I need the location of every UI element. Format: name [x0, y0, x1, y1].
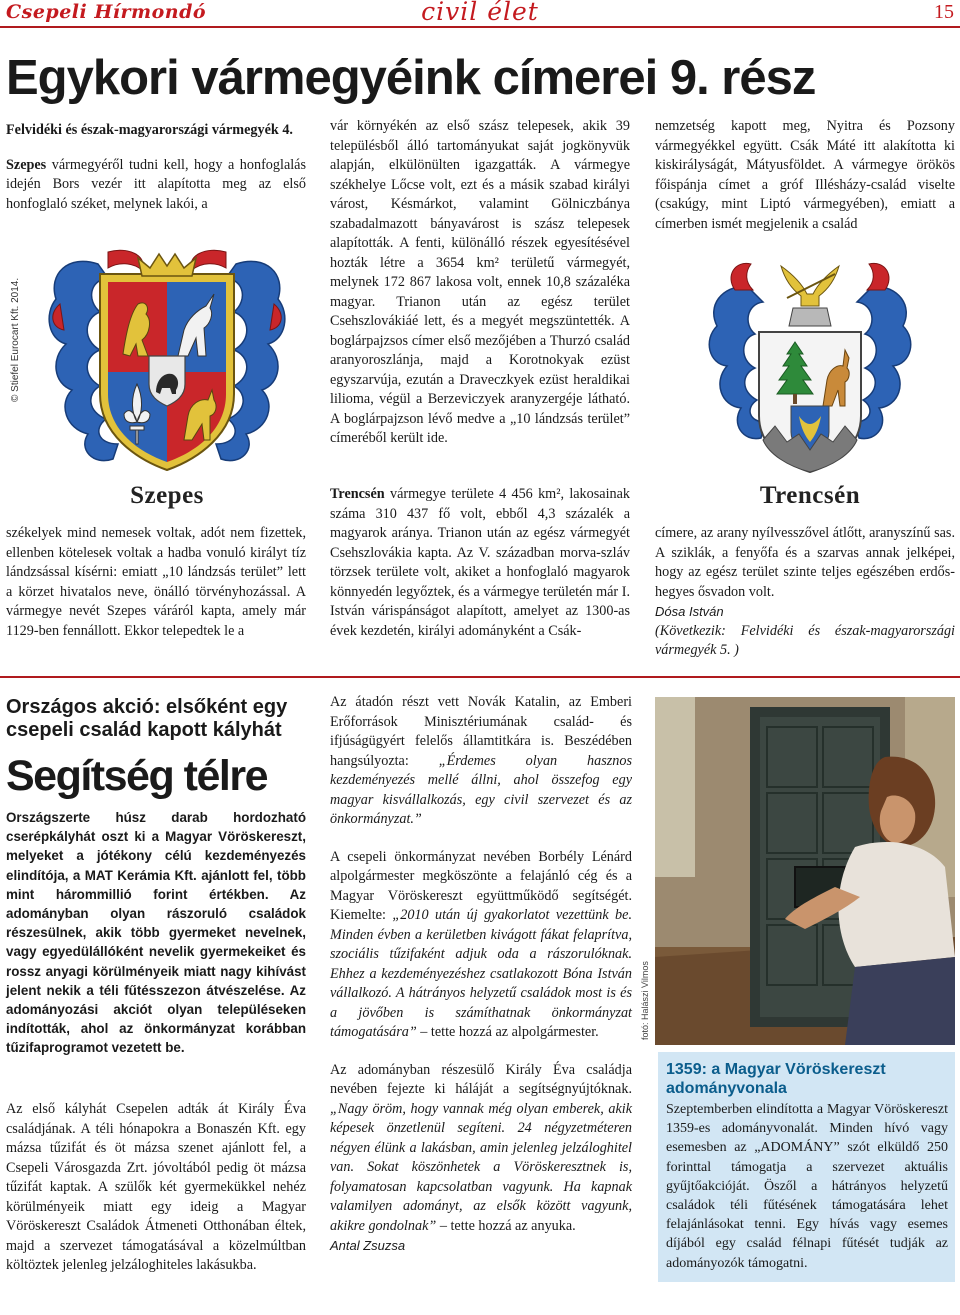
- box-title: 1359: a Magyar Vöröskereszt adományvonala: [666, 1061, 886, 1097]
- szepes-intro: [6, 156, 306, 215]
- article2-column1-text: Az első kályhát Csepelen adták át Király Éva családjának. A téli hónapokra a Bonaszén Kft. egy mázsa tűzifát és öt mázsa szenet ajánlott fel, a Csepeli Városgazda Zrt. jóvoltából pedig öt mázsa tűzifát kaptak. A szülők két gyermekükkel nehéz körülményeik miatt egy ideig a Magyar Vöröskereszt Családok Átmeneti Otthonában éltek, majd a szervezet támogatásával a közelmúltban költöztek jelenleg jelzáloghiteles lakásukba.: [6, 1101, 306, 1273]
- woman-with-stove-image: [655, 697, 955, 1045]
- para2-text: A csepeli önkormányzat nevében Borbély Lénárd alpolgármester megköszönte a felajánló cég és a Magyar Vöröskereszt együttműködő segítségét. Kiemelte:: [330, 848, 632, 923]
- right-column-bottom-text: címere, az arany nyílvesszővel átlőtt, aranyszínű sas. A sziklák, a fenyőfa és a szarvas annak jelképei, hogy az egész terület szinte teljes egészében erdős-hegyes ősvadon volt.: [655, 525, 955, 600]
- section-divider: [0, 676, 960, 678]
- page-number: 15: [934, 1, 954, 23]
- szepes-label: Szepes: [130, 482, 204, 509]
- para3-quote: „Nagy öröm, hogy vannak még olyan emberek, akik képesek önzetlenül segíteni. 24 négyzetméteren négyen élünk a lakásban, amin jelenleg jelzáloghitel van. Sokat köszönhetek a Vöröskeresztnek is, folyamatosan kapcsolatban vagyunk. Ha kapnak valamilyen adományt, az elsők között vagyunk, akikre gondolnak”: [330, 1100, 632, 1234]
- para1-quote: „Érdemes olyan hasznos kezdeményezés mellé állni, ahol összefog egy magyar kisvállalkozás, egy civil szervezet és az önkormányzat.”: [330, 752, 632, 827]
- trencsen-coat-of-arms: [695, 246, 925, 476]
- trencsen-paragraph: [330, 485, 630, 641]
- trencsen-label: Trencsén: [759, 482, 861, 509]
- trencsen-name: Trencsén: [330, 486, 385, 502]
- article2-title: Segítség télre: [6, 752, 267, 800]
- section-name: civil élet: [421, 0, 539, 26]
- article2-kicker: Országos akció: elsőként egy csepeli család kapott kályhát: [6, 696, 288, 741]
- right-column-bottom: [655, 524, 955, 661]
- para1-text: Az átadón részt vett Novák Katalin, az Emberi Erőforrások Minisztériumának család- és ifjúságügyért felelős államtitkára is. Beszédében hangsúlyozta:: [330, 694, 632, 769]
- left-column-intro: [6, 121, 306, 214]
- article2-paragraph2: [330, 848, 632, 1043]
- article-subtitle: Felvidéki és észak-magyarországi vármegyék 4.: [6, 122, 293, 138]
- article2-column2: [330, 693, 632, 1256]
- crest-photo-credit: © Stiefel Eurocart Kft. 2014.: [10, 277, 21, 402]
- para3-tail: – tette hozzá az anyuka.: [436, 1217, 576, 1234]
- article2-paragraph3: [330, 1061, 632, 1237]
- szepes-intro-text: vármegyéről tudni kell, hogy a honfoglalás idején Bors vezér itt alapította meg az első honfoglaló széket, melynek lakói, a: [6, 156, 306, 212]
- donation-line-box: [658, 1052, 955, 1282]
- para3-text: Az adományban részesülő Király Éva családja nevében fejezte ki háláját a segítségnyújtóknak.: [330, 1061, 632, 1097]
- page-header: [0, 0, 960, 28]
- para2-quote: „2010 után új gyakorlatot vezettünk be. Minden évben a kerületben kivágott fákat felaprítva, szociális tűzifaként adjuk oda a rászorulóknak. Ehhez a kezdeményezéshez csatlakozott Bóna István vállalkozó. A hátrányos helyzetű családok most is és a jövőben is számíthatnak önkormányzat támogatására”: [330, 907, 632, 1040]
- middle-column-trencsen: [330, 485, 630, 641]
- photo-credit: fotó: Halászi Vilmos: [640, 961, 650, 1040]
- article2-lead: Országszerte húsz darab hordozható cserépkályhát oszt ki a Magyar Vöröskereszt, melyeket a jótékony célú kezdeményezés elindítója, a MAT Kerámia Kft. ajánlott fel, több mint hárommillió forint értékben. Az adományban olyan rászoruló családok részesülnek, akik több gyermeket nevelnek, vagy egyedülállóként nevelik gyermekeiket és rossz anyagi körülményeik miatt nagy kihívást jelent nekik a téli fűtésszezon átvészelése. Az adományozási akciót olyan településeken indították, ahol az önkormányzat korábban tűzifaprogramot vezetett be.: [6, 810, 306, 1056]
- box-text: Szeptemberben elindította a Magyar Vöröskereszt 1359-es adományvonalát. Minden hívó vagy esemesben az „ADOMÁNY” szót elküldő 250 forinttal támogatja a szervezet aktuális gyűjtőakcióját. Öszől a hátrányos helyzetű családok téli fűtésének támogatására lehet felajánlásokat tenni. Egy hívás vagy esemes díjából egy család félnapi fűtését tudják az adományozók támogatni.: [666, 1102, 948, 1271]
- article2-author: Antal Zsuzsa: [330, 1238, 406, 1253]
- para2-tail: – tette hozzá az alpolgármester.: [416, 1024, 599, 1040]
- szepes-name: Szepes: [6, 156, 47, 173]
- middle-column-top: vár környékén az első szász telepesek, akik 39 településből álló tartományukat saját jogkönyvük alapján, elkülönülten igazgatták. A vármegye székhelye Lőcse volt, ezt és a másik szabad királyi várost, Késmárkot, valamint Gölniczbánya szabadalmazott bányavárost is szász telepesek alapították. A fenti, különálló részek egyesítésével hozták létre a 3654 km² területű vármegyét, melynek 172 867 lakosa volt, ennek 10,8 százaléka magyar. Trianon után az egész terület Csehszlovákiáé lett, és a megyét megszüntették. A boglárpajzsos címer első mezőjében a Thurzó család aranyoroszlánja, majd a Korotnokyak ezüst egyszarvúja, ezután a Draveczkyek ezüst heraldikai lilioma, végül a Berzeviczyek aranyzergéje látható. A boglárpajzson lévő medve a „10 lándzsás terület” címeréből került ide.: [330, 118, 630, 446]
- next-part-note: (Következik: Felvidéki és észak-magyarországi vármegyék 5. ): [655, 622, 955, 658]
- article2-paragraph1: [330, 693, 632, 830]
- left-column-continued: székelyek mind nemesek voltak, adót nem fizettek, ellenben kötelesek voltak a hadba vonuló királyt tíz lándzsással kísérni: emiatt „10 lándzsás terület” lett a körzet hivatalos neve, önálló törvényhozással. A vármegye nevét Szepes váráról kapta, amely már 1129-ben fennállott. Ekkor telepedtek le a: [6, 525, 306, 639]
- trencsen-text: vármegye területe 4 456 km², lakosainak száma 310 437 fő volt, ebből 4,3 százalék a magyarok aránya. Trianon után az egész vármegyét Csehszlovákia kapta. Az V. században morva-szláv törzsek területe volt, akiket a honfoglaló magyarok könnyedén legyőztek, és a vármegye területén már I. István várispánságot alapított, amelyet az 1300-as évek kezdetén, királyi adományként a Csák-: [330, 486, 630, 639]
- article1-author: Dósa István: [655, 604, 724, 619]
- stove-photo: [655, 697, 955, 1045]
- szepes-coat-of-arms: [38, 244, 296, 478]
- publication-name: Csepeli Hírmondó: [6, 1, 207, 23]
- article-title: Egykori vármegyéink címerei 9. rész: [6, 51, 816, 105]
- right-column-top: nemzetség kapott meg, Nyitra és Pozsony vármegyékkel együtt. Csák Máté itt alakította ki kiskirályságát, Mátyusföldet. A vármegye örökös főispánja címet a gróf Illésházy-család viselte (csakúgy, mint Liptó vármegyében), emiatt a címerben ismét megjelenik a család: [655, 118, 955, 232]
